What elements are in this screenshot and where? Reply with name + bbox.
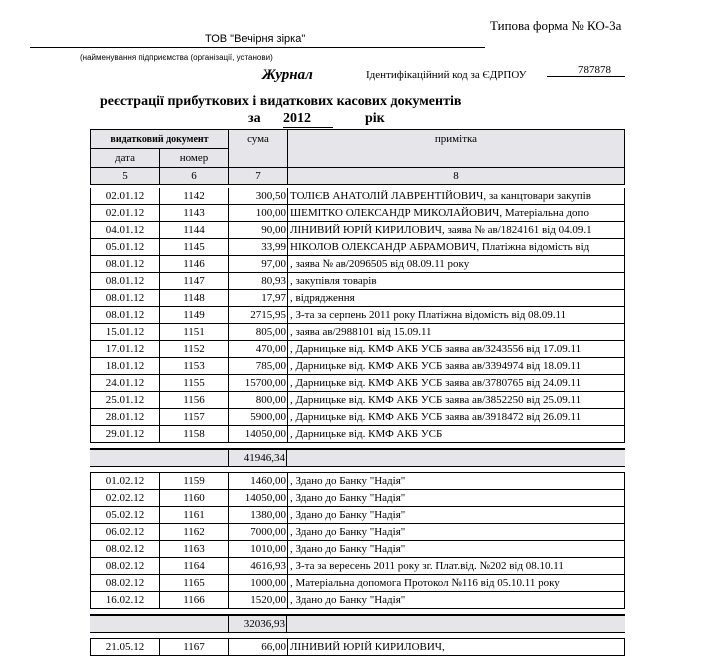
cell-number: 1156 bbox=[159, 392, 228, 408]
cell-date: 01.02.12 bbox=[90, 473, 159, 489]
cell-number: 1167 bbox=[159, 639, 228, 655]
cell-note: , Здано до Банку "Надія" bbox=[287, 524, 625, 540]
cell-date: 02.01.12 bbox=[90, 188, 159, 204]
edrpou-label: Ідентифікаційний код за ЄДРПОУ bbox=[366, 69, 527, 81]
cell-sum: 97,00 bbox=[228, 256, 287, 272]
table-row bbox=[90, 592, 625, 609]
cell-sum: 80,93 bbox=[228, 273, 287, 289]
subtotal-row bbox=[90, 615, 625, 633]
cell-date: 05.01.12 bbox=[90, 239, 159, 255]
table-row bbox=[90, 426, 625, 443]
cell-number: 1142 bbox=[159, 188, 228, 204]
cell-number: 1166 bbox=[159, 592, 228, 608]
organization-underline bbox=[30, 47, 485, 48]
cell-date: 25.01.12 bbox=[90, 392, 159, 408]
table-row bbox=[90, 409, 625, 426]
cell-number: 1146 bbox=[159, 256, 228, 272]
cell-date: 08.02.12 bbox=[90, 558, 159, 574]
cell-note: , Здано до Банку "Надія" bbox=[287, 592, 625, 608]
cell-sum: 33,99 bbox=[228, 239, 287, 255]
cell-sum: 90,00 bbox=[228, 222, 287, 238]
cell-note: ШЕМІТКО ОЛЕКСАНДР МИКОЛАЙОВИЧ, Матеріальна допо bbox=[287, 205, 625, 221]
table-row bbox=[90, 256, 625, 273]
cell-number: 1144 bbox=[159, 222, 228, 238]
cell-sum: 14050,00 bbox=[228, 426, 287, 442]
cell-note: , Дарницьке від. КМФ АКБ УСБ заява ав/3394974 від 18.09.11 bbox=[287, 358, 625, 374]
organization-caption: (найменування підприємства (організації, установи) bbox=[80, 53, 273, 62]
cell-sum: 66,00 bbox=[228, 639, 287, 655]
year-value: 2012 bbox=[283, 111, 333, 128]
cell-note: , Матеріальна допомога Протокол №116 від 05.10.11 року bbox=[287, 575, 625, 591]
cell-date: 08.01.12 bbox=[90, 290, 159, 306]
cell-date: 16.02.12 bbox=[90, 592, 159, 608]
cell-note: , заява № ав/2096505 від 08.09.11 року bbox=[287, 256, 625, 272]
journal-subtitle: реєстрації прибуткових і видаткових касових документів bbox=[100, 94, 462, 109]
cell-number: 1153 bbox=[159, 358, 228, 374]
cell-date: 21.05.12 bbox=[90, 639, 159, 655]
cell-date: 28.01.12 bbox=[90, 409, 159, 425]
cell-sum: 17,97 bbox=[228, 290, 287, 306]
cell-sum: 1010,00 bbox=[228, 541, 287, 557]
cell-date: 04.01.12 bbox=[90, 222, 159, 238]
cell-sum: 1460,00 bbox=[228, 473, 287, 489]
cell-number: 1162 bbox=[159, 524, 228, 540]
table-row bbox=[90, 358, 625, 375]
cell-number: 1163 bbox=[159, 541, 228, 557]
table-row bbox=[90, 307, 625, 324]
cell-date: 17.01.12 bbox=[90, 341, 159, 357]
table-row bbox=[90, 541, 625, 558]
table-row bbox=[90, 558, 625, 575]
table-row bbox=[90, 290, 625, 307]
cell-number: 1155 bbox=[159, 375, 228, 391]
header-doc-group: видатковий документ bbox=[90, 129, 229, 149]
cell-number: 1165 bbox=[159, 575, 228, 591]
table-row bbox=[90, 324, 625, 341]
table-row bbox=[90, 375, 625, 392]
cell-number: 1164 bbox=[159, 558, 228, 574]
cell-date: 08.01.12 bbox=[90, 307, 159, 323]
cell-note: , Дарницьке від. КМФ АКБ УСБ bbox=[287, 426, 625, 442]
table-row bbox=[90, 239, 625, 256]
cell-number: 1149 bbox=[159, 307, 228, 323]
cell-sum: 805,00 bbox=[228, 324, 287, 340]
cell-number: 1160 bbox=[159, 490, 228, 506]
cell-note: , заява ав/2988101 від 15.09.11 bbox=[287, 324, 625, 340]
cell-sum: 470,00 bbox=[228, 341, 287, 357]
cell-sum: 800,00 bbox=[228, 392, 287, 408]
table-row bbox=[90, 473, 625, 490]
header-note: примітка bbox=[287, 129, 625, 168]
table-row bbox=[90, 188, 625, 205]
header-col-number: 5 bbox=[90, 167, 160, 185]
edrpou-value: 787878 bbox=[547, 64, 625, 77]
cell-sum: 4616,93 bbox=[228, 558, 287, 574]
cell-sum: 300,50 bbox=[228, 188, 287, 204]
cell-number: 1145 bbox=[159, 239, 228, 255]
table-row bbox=[90, 392, 625, 409]
subtotal-sum: 32036,93 bbox=[228, 616, 287, 633]
cell-sum: 14050,00 bbox=[228, 490, 287, 506]
header-col-number: 8 bbox=[287, 167, 625, 185]
table-row bbox=[90, 524, 625, 541]
cell-sum: 100,00 bbox=[228, 205, 287, 221]
header-date: дата bbox=[90, 148, 160, 168]
cell-date: 08.01.12 bbox=[90, 273, 159, 289]
cell-number: 1143 bbox=[159, 205, 228, 221]
cell-note: НІКОЛОВ ОЛЕКСАНДР АБРАМОВИЧ, Платіжна відомість від bbox=[287, 239, 625, 255]
cell-date: 08.02.12 bbox=[90, 541, 159, 557]
table-row bbox=[90, 222, 625, 239]
cell-date: 08.01.12 bbox=[90, 256, 159, 272]
table-row bbox=[90, 639, 625, 656]
cell-date: 02.01.12 bbox=[90, 205, 159, 221]
cell-note: ЛІНИВИЙ ЮРІЙ КИРИЛОВИЧ, заява № ав/1824161 від 04.09.1 bbox=[287, 222, 625, 238]
cell-number: 1151 bbox=[159, 324, 228, 340]
cell-date: 24.01.12 bbox=[90, 375, 159, 391]
cell-number: 1159 bbox=[159, 473, 228, 489]
cell-sum: 5900,00 bbox=[228, 409, 287, 425]
cell-note: , Здано до Банку "Надія" bbox=[287, 473, 625, 489]
cell-note: , Здано до Банку "Надія" bbox=[287, 507, 625, 523]
cell-sum: 15700,00 bbox=[228, 375, 287, 391]
table-row bbox=[90, 273, 625, 290]
cell-sum: 1520,00 bbox=[228, 592, 287, 608]
header-number: номер bbox=[159, 148, 229, 168]
cell-note: , З-та за серпень 2011 року Платіжна відомість від 08.09.11 bbox=[287, 307, 625, 323]
cell-note: , Дарницьке від. КМФ АКБ УСБ заява ав/3780765 від 24.09.11 bbox=[287, 375, 625, 391]
cell-sum: 2715,95 bbox=[228, 307, 287, 323]
cell-number: 1158 bbox=[159, 426, 228, 442]
cell-date: 08.02.12 bbox=[90, 575, 159, 591]
cell-note: , відрядження bbox=[287, 290, 625, 306]
cell-number: 1161 bbox=[159, 507, 228, 523]
cell-number: 1152 bbox=[159, 341, 228, 357]
cell-sum: 1380,00 bbox=[228, 507, 287, 523]
header-col-number: 6 bbox=[159, 167, 229, 185]
header-col-number: 7 bbox=[228, 167, 288, 185]
cell-sum: 785,00 bbox=[228, 358, 287, 374]
form-type: Типова форма № КО-3а bbox=[490, 18, 622, 33]
cell-number: 1147 bbox=[159, 273, 228, 289]
header-sum: сума bbox=[228, 129, 288, 168]
year-prefix: за bbox=[248, 111, 261, 126]
subtotal-sum: 41946,34 bbox=[228, 450, 287, 467]
cell-note: , Дарницьке від. КМФ АКБ УСБ заява ав/3918472 від 26.09.11 bbox=[287, 409, 625, 425]
cell-date: 29.01.12 bbox=[90, 426, 159, 442]
year-suffix: рік bbox=[365, 111, 385, 126]
cell-note: , Дарницьке від. КМФ АКБ УСБ заява ав/3243556 від 17.09.11 bbox=[287, 341, 625, 357]
cell-note: , Здано до Банку "Надія" bbox=[287, 541, 625, 557]
cell-number: 1157 bbox=[159, 409, 228, 425]
cell-date: 06.02.12 bbox=[90, 524, 159, 540]
cell-number: 1148 bbox=[159, 290, 228, 306]
cell-note: ТОЛІЄВ АНАТОЛІЙ ЛАВРЕНТІЙОВИЧ, за канцтовари закупів bbox=[287, 188, 625, 204]
cell-date: 18.01.12 bbox=[90, 358, 159, 374]
table-row bbox=[90, 490, 625, 507]
cell-note: , закупівля товарів bbox=[287, 273, 625, 289]
cell-sum: 7000,00 bbox=[228, 524, 287, 540]
organization-name: ТОВ "Вечірня зірка" bbox=[205, 33, 306, 45]
journal-table-body bbox=[90, 188, 625, 656]
subtotal-row bbox=[90, 449, 625, 467]
table-row bbox=[90, 205, 625, 222]
table-row bbox=[90, 341, 625, 358]
journal-title: Журнал bbox=[262, 67, 313, 83]
cell-date: 15.01.12 bbox=[90, 324, 159, 340]
cell-sum: 1000,00 bbox=[228, 575, 287, 591]
cell-note: ЛІНИВИЙ ЮРІЙ КИРИЛОВИЧ, bbox=[287, 639, 625, 655]
cell-date: 05.02.12 bbox=[90, 507, 159, 523]
cell-note: , З-та за вересень 2011 року зг. Плат.від. №202 від 08.10.11 bbox=[287, 558, 625, 574]
table-row bbox=[90, 507, 625, 524]
cell-note: , Здано до Банку "Надія" bbox=[287, 490, 625, 506]
cell-note: , Дарницьке від. КМФ АКБ УСБ заява ав/3852250 від 25.09.11 bbox=[287, 392, 625, 408]
cell-date: 02.02.12 bbox=[90, 490, 159, 506]
table-row bbox=[90, 575, 625, 592]
